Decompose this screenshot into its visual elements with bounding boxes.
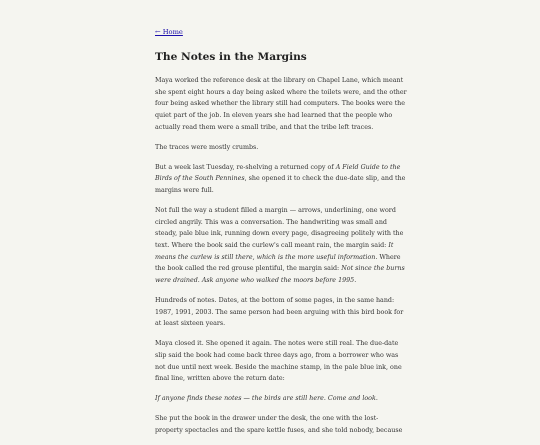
text-line: [155, 98, 405, 110]
text-segment: Hundreds of notes. Dates, at the bottom of some pages, in the same hand:: [155, 297, 395, 304]
article-body: [155, 75, 407, 437]
italic-text: means the curlew is still there, which is the more useful information.: [155, 253, 378, 261]
text-line: [155, 185, 387, 197]
text-line: [155, 425, 403, 437]
paragraph: [155, 413, 403, 436]
text-segment: 1987, 1991, 2003. The same person had been arguing with this bird book for: [155, 308, 404, 316]
text-segment: Where: [377, 253, 401, 261]
text-line: [155, 162, 401, 174]
text-line: [155, 240, 394, 252]
italic-text: A Field Guide to the: [335, 163, 401, 171]
text-line: [155, 252, 401, 264]
text-line: [155, 173, 406, 185]
home-link[interactable]: ← Home: [155, 28, 183, 36]
text-line: [155, 338, 399, 350]
text-segment: The traces were mostly crumbs.: [155, 143, 259, 151]
text-line: [155, 373, 387, 385]
text-segment: But a week last Tuesday, re-shelving a returned copy of: [155, 163, 336, 171]
paragraph: [155, 338, 402, 385]
text-line: [155, 110, 393, 122]
italic-text: Birds of the South Pennines: [155, 175, 245, 183]
text-segment: actually read them were a small tribe, and that the tribe left traces.: [155, 123, 374, 131]
text-segment: she spent eight hours a day being asked where the toilets were, and the other: [155, 88, 407, 96]
text-segment: text. Where the book said the curlew's call meant rain, the margin said:: [155, 242, 389, 249]
text-segment: margins were full.: [155, 187, 214, 194]
text-line: [155, 307, 404, 319]
text-segment: , she opened it to check the due-date slip, and the: [244, 175, 406, 183]
text-segment: Maya closed it. She opened it again. The notes were still real. The due-date: [155, 340, 399, 348]
text-line: [155, 393, 387, 405]
text-line: [155, 75, 404, 87]
text-segment: four being asked whether the library still had computers. The books were the: [155, 100, 405, 108]
article-title: The Notes in the Margins: [155, 51, 307, 63]
text-line: [155, 275, 387, 287]
text-line: [155, 217, 387, 229]
italic-text: Not since the burns: [341, 265, 405, 273]
paragraph: [155, 142, 387, 154]
italic-text: were drained. Ask anyone who walked the moors before 1995.: [155, 277, 357, 285]
text-segment: slip said the book had come back three days ago, from a borrower who was: [155, 352, 399, 359]
text-line: [155, 205, 396, 217]
text-segment: the book called the red grouse plentiful, the margin said:: [155, 265, 342, 273]
paragraph: [155, 162, 406, 197]
text-line: [155, 413, 387, 425]
paragraph: [155, 295, 404, 330]
text-segment: property spectacles and the spare kettle fuses, and she told nobody, because: [155, 426, 403, 434]
text-segment: Maya worked the reference desk at the library on Chapel Lane, which meant: [155, 77, 404, 84]
text-segment: not due until next week. Beside the machine stamp, in the pale blue ink, one: [155, 363, 402, 371]
text-segment: steady, pale blue ink, running down every page, disagreeing politely with the: [155, 230, 404, 238]
text-segment: circled angrily. This was a conversation. The handwriting was small and: [155, 218, 387, 226]
paragraph: [155, 393, 387, 405]
text-line: [155, 350, 399, 362]
text-segment: Not full the way a student filled a margin — arrows, underlining, one word: [155, 206, 396, 214]
paragraph: [155, 75, 407, 134]
paragraph: [155, 205, 405, 287]
text-segment: at least sixteen years.: [155, 320, 226, 328]
article: [155, 19, 407, 445]
text-line: [155, 142, 387, 154]
italic-text: If anyone finds these notes — the birds are still here. Come and look.: [155, 395, 378, 403]
italic-text: It: [388, 242, 394, 249]
text-line: [155, 263, 405, 275]
text-line: [155, 295, 395, 307]
text-segment: quiet part of the job. In eleven years she had learned that the people who: [155, 112, 393, 120]
text-segment: final line, written above the return date:: [155, 375, 285, 383]
text-line: [155, 228, 404, 240]
text-line: [155, 318, 387, 330]
text-segment: She put the book in the drawer under the desk, the one with the lost-: [155, 415, 379, 423]
text-line: [155, 87, 407, 99]
text-line: [155, 362, 402, 374]
text-line: [155, 122, 387, 134]
